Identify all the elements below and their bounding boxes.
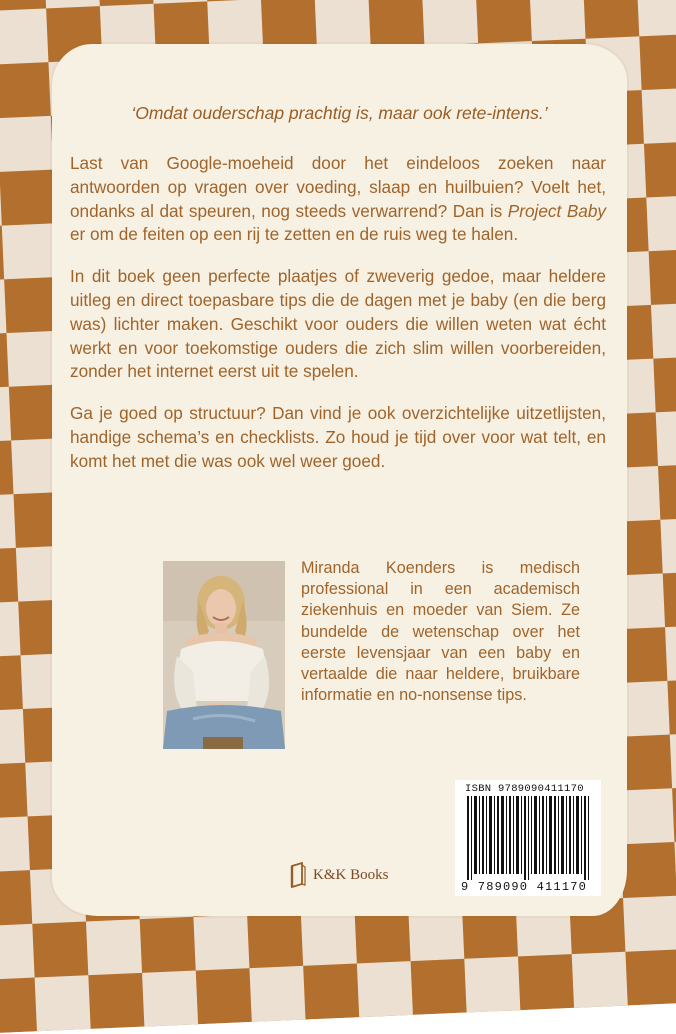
publisher-name: K&K Books: [313, 866, 389, 883]
blurb-paragraph-2: In dit boek geen perfecte plaatjes of zweverig gedoe, maar heldere uitleg en direct toepasbare tips die de dagen met je baby (en die berg was) lichter maken. Geschikt voor ouders die willen weten wat écht werkt en voor toekomstige ouders die zich slim willen voorbereiden, zonder het internet eerst uit te spelen.: [70, 266, 606, 382]
author-bio: Miranda Koenders is medisch professional in een academisch ziekenhuis en moeder van Siem. Ze bundelde de wetenschap over het eerste levensjaar van een baby en vertaalde die naar heldere, bruikbare informatie en no-nonsense tips.: [301, 559, 580, 705]
barcode-digits: 9 789090 411170: [461, 880, 588, 894]
blurb-paragraph-3: Ga je goed op structuur? Dan vind je ook overzichtelijke uitzetlijsten, handige schema’s en checklists. Zo houd je tijd over voor wat telt, en komt het met die was ook wel weer goed.: [70, 403, 606, 471]
barcode-icon: [465, 796, 595, 880]
blurb: [70, 152, 606, 492]
isbn-label: ISBN 9789090411170: [465, 783, 584, 795]
publisher-logo: [289, 862, 388, 888]
tagline-quote: ‘Omdat ouderschap prachtig is, maar ook rete-intens.’: [131, 103, 548, 123]
book-logo-icon: [289, 862, 307, 888]
blurb-paragraph-1: Last van Google-moeheid door het eindeloos zoeken naar antwoorden op vragen over voeding, slaap en huilbuien? Voelt het, ondanks al dat speuren, nog steeds verwarrend? Dan is Project Baby er om de feiten op een rij te zetten en de ruis weg te halen.: [70, 153, 606, 245]
book-title: Project Baby: [507, 200, 606, 221]
author-photo: [163, 561, 285, 749]
